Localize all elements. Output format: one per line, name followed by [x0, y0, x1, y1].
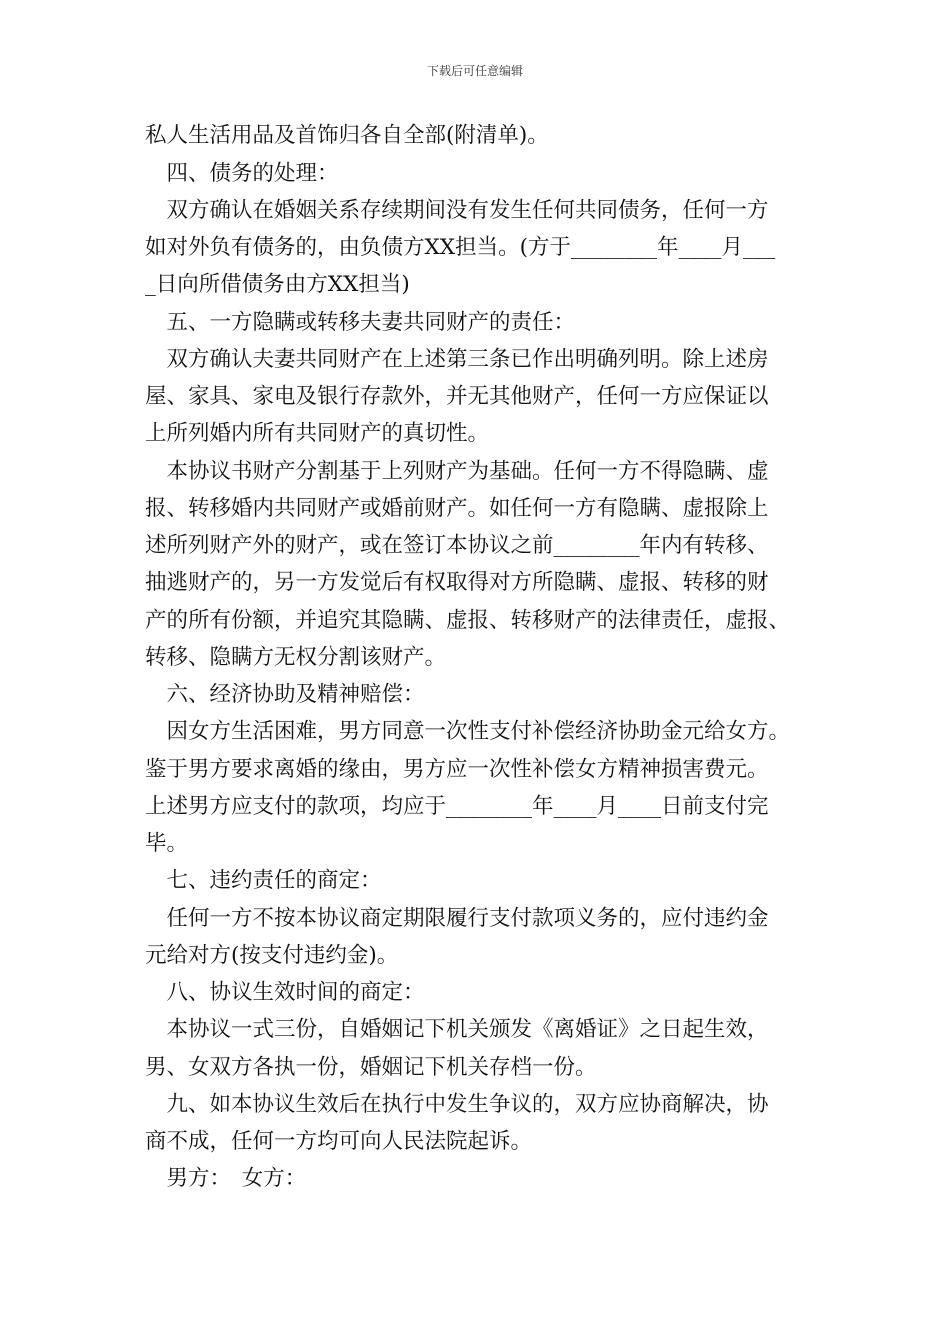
page-header: 下载后可任意编辑: [426, 64, 523, 78]
text-line: 上述男方应支付的款项，均应于________年____月____日前支付完: [145, 794, 769, 819]
text-line: 转移、隐瞒方无权分割该财产。: [145, 645, 447, 670]
text-line: 产的所有份额，并追究其隐瞒、虚报、转移财产的法律责任，虚报、: [145, 608, 791, 633]
section-heading: 六、经济协助及精神赔偿：: [145, 682, 425, 707]
text-line: 元给对方(按支付违约金)。: [145, 943, 399, 968]
text-line: 双方确认在婚姻关系存续期间没有发生任何共同债务，任何一方: [145, 198, 769, 223]
section-heading: 四、债务的处理：: [145, 161, 339, 186]
text-line: 上所列婚内所有共同财产的真切性。: [145, 421, 490, 446]
text-line: 双方确认夫妻共同财产在上述第三条已作出明确列明。除上述房: [145, 347, 769, 372]
text-line: 述所列财产外的财产，或在签订本协议之前________年内有转移、: [145, 533, 769, 558]
section-heading: 八、协议生效时间的商定：: [145, 980, 425, 1005]
text-line: 任何一方不按本协议商定期限履行支付款项义务的，应付违约金: [145, 906, 769, 931]
text-line: 报、转移婚内共同财产或婚前财产。如任何一方有隐瞒、虚报除上: [145, 496, 769, 521]
section-heading: 七、违约责任的商定：: [145, 868, 382, 893]
text-line: 九、如本协议生效后在执行中发生争议的，双方应协商解决，协: [145, 1092, 769, 1117]
signature-line: 男方： 女方：: [145, 1166, 307, 1191]
text-line: 鉴于男方要求离婚的缘由，男方应一次性补偿女方精神损害费元。: [145, 757, 769, 782]
text-line: 本协议书财产分割基于上列财产为基础。任何一方不得隐瞒、虚: [145, 459, 769, 484]
text-line: 因女方生活困难，男方同意一次性支付补偿经济协助金元给女方。: [145, 719, 791, 744]
text-line: 抽逃财产的，另一方发觉后有权取得对方所隐瞒、虚报、转移的财: [145, 570, 769, 595]
text-line: 毕。: [145, 831, 189, 856]
text-line: 男、女双方各执一份，婚姻记下机关存档一份。: [145, 1055, 597, 1080]
text-line: 商不成，任何一方均可向人民法院起诉。: [145, 1129, 533, 1154]
text-line: 本协议一式三份，自婚姻记下机关颁发《离婚证》之日起生效，: [145, 1017, 769, 1042]
section-heading: 五、一方隐瞒或转移夫妻共同财产的责任：: [145, 310, 576, 335]
text-line: 如对外负有债务的，由负债方XX担当。(方于________年____月___: [145, 235, 776, 260]
text-line: 屋、家具、家电及银行存款外，并无其他财产，任何一方应保证以: [145, 384, 769, 409]
text-line: _日向所借债务由方XX担当): [145, 272, 410, 297]
text-line: 私人生活用品及首饰归各自全部(附清单)。: [145, 123, 549, 148]
